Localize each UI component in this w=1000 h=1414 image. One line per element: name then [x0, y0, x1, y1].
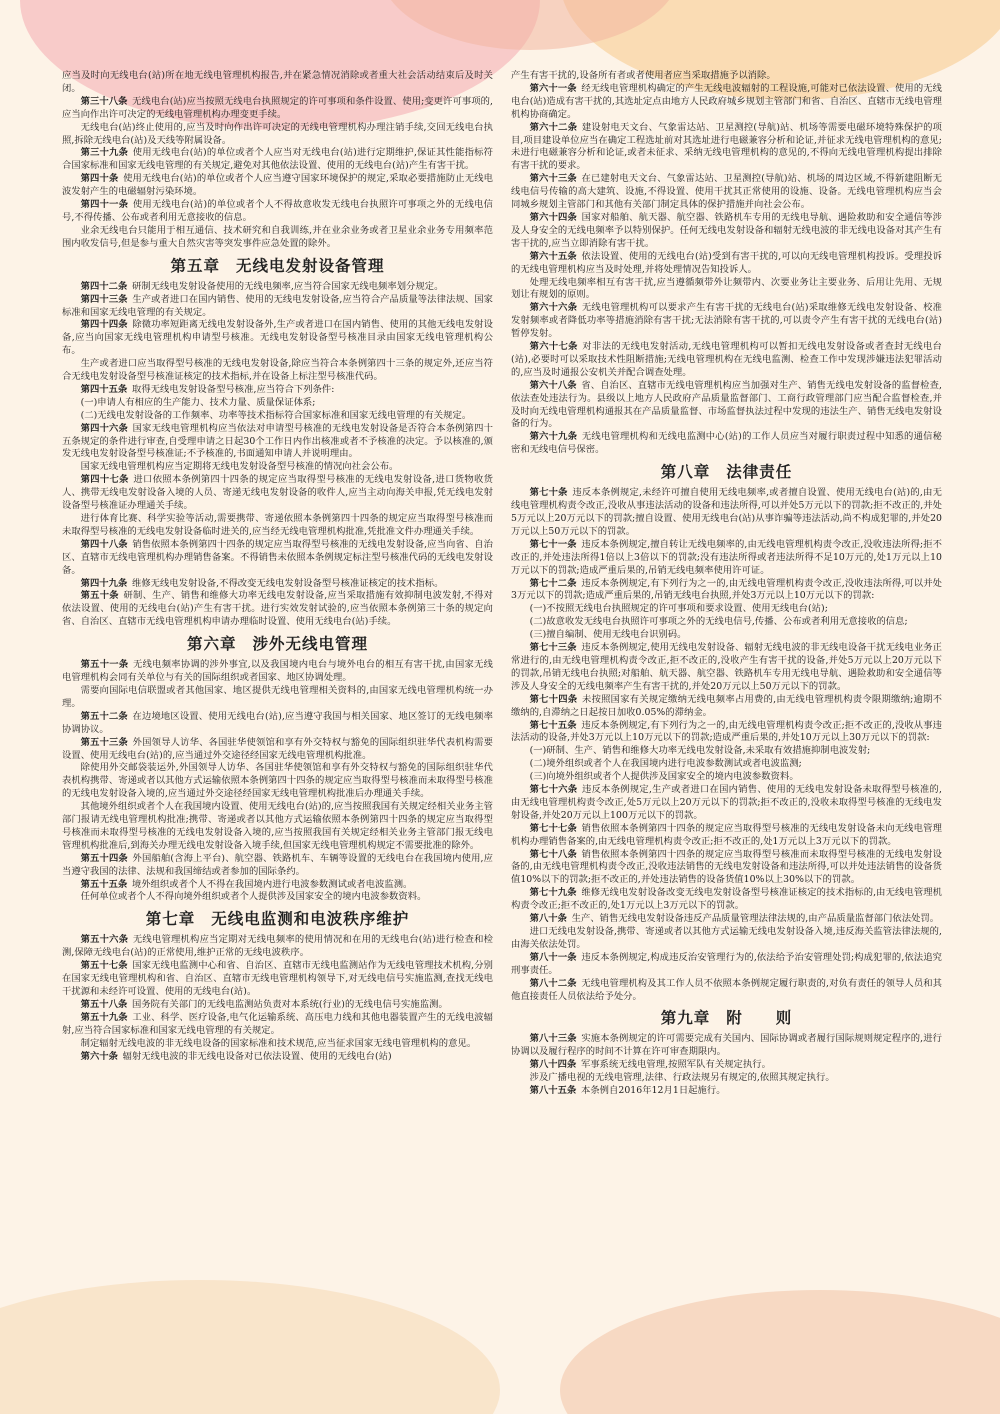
paragraph-text: 违反本条例规定,构成违反治安管理行为的,依法给予治安管理处罚;构成犯罪的,依法追究刑事责任。 — [511, 951, 942, 976]
paragraph-text: 销售依照本条例第四十四条的规定应当取得型号核准的无线电发射设备,应当向省、自治区、直辖市无线电管理机构办理销售备案。不得销售未依照本条例规定标注型号核准代码的无线电发射设备。 — [62, 538, 493, 576]
article-paragraph — [511, 694, 942, 720]
article-paragraph — [62, 474, 493, 513]
paragraph — [511, 758, 942, 771]
article-number: 第七十九条 — [529, 887, 577, 899]
article-number: 第三十九条 — [80, 147, 129, 159]
paragraph — [62, 685, 493, 711]
article-paragraph — [62, 539, 493, 578]
paragraph-text: 销售依照本条例第四十四条的规定应当取得型号核准而未取得型号核准的无线电发射设备的,由无线电管理机构责令改正,没收违法销售的无线电发射设备和违法所得,可以并处违法销售的设备货值10%以下的罚款;拒不改正的,并处违法销售的设备货值10%以上30%以下的罚款。 — [511, 848, 942, 886]
paragraph-text: 涉及广播电视的无线电管理,法律、行政法规另有规定的,依照其规定执行。 — [529, 1072, 835, 1084]
article-paragraph — [62, 294, 493, 320]
article-number: 第五十九条 — [80, 1011, 128, 1023]
article-paragraph — [62, 879, 493, 892]
article-paragraph — [511, 978, 942, 1004]
article-paragraph — [511, 720, 942, 746]
paragraph-text: 需要向国际电信联盟或者其他国家、地区提供无线电管理相关资料的,由国家无线电管理机构统一办理。 — [62, 684, 493, 709]
article-paragraph — [62, 423, 493, 462]
paragraph-text: 研制、生产、销售和维修大功率无线电发射设备,应当采取措施有效抑制电波发射,不得对依法设置、使用的无线电台(站)产生有害干扰。进行实效发射试验的,应当依照本条例第三十条的规定向省、自治区、直辖市无线电管理机构申请办理临时设置、使用无线电台(站)手续。 — [62, 590, 493, 628]
paragraph-text: 国家对船舶、航天器、航空器、铁路机车专用的无线电导航、遇险救助和安全通信等涉及人身安全的无线电频率予以特别保护。任何无线电发射设备和辐射无线电波的非无线电设备对其产生有害干扰的,应当立即消除有害干扰。 — [511, 211, 942, 249]
paragraph-text: 工业、科学、医疗设备,电气化运输系统、高压电力线和其他电器装置产生的无线电波辐射,应当符合国家标准和国家无线电管理的有关规定。 — [62, 1011, 493, 1036]
article-number: 第四十五条 — [80, 383, 128, 395]
paragraph — [62, 70, 493, 96]
paragraph — [511, 603, 942, 616]
article-paragraph — [511, 173, 942, 212]
paragraph-text: 违反本条例规定,使用无线电发射设备、辐射无线电波的非无线电设备干扰无线电业务正常进行的,由无线电管理机构责令改正,拒不改正的,没收产生有害干扰的设备,并处5万元以上20万元以下的罚款,吊销无线电台执照;对船舶、航天器、航空器、铁路机车专用无线电导航、遇险救助和安全通信等涉及人身安全的无线电频率产生有害干扰的,并处20万元以上50万元以下的罚款。 — [511, 642, 942, 692]
article-paragraph — [62, 1012, 493, 1038]
paragraph-text: 进行体育比赛、科学实验等活动,需要携带、寄递依照本条例第四十四条的规定应当取得型号核准而未取得型号核准的无线电发射设备临时进关的,应当经无线电管理机构批准,凭批准文件办理通关手续。 — [62, 513, 493, 537]
article-number: 第四十三条 — [80, 293, 128, 305]
chapter-heading — [511, 1008, 942, 1028]
article-number: 第四十六条 — [80, 422, 129, 434]
paragraph-text: 在边境地区设置、使用无线电台(站),应当遵守我国与相关国家、地区签订的无线电频率协调协议。 — [62, 710, 493, 735]
left-column — [62, 70, 493, 1360]
paragraph-text: 辐射无线电波的非无线电设备对已依法设置、使用的无线电台(站) — [122, 1050, 392, 1062]
paragraph-text: (三)向境外组织或者个人提供涉及国家安全的境内电波参数资料。 — [529, 771, 799, 783]
paragraph-text: 无线电台(站)应当按照无线电台执照规定的许可事项和条件设置、使用;变更许可事项的,应当向作出许可决定的无线电管理机构办理变更手续。 — [62, 95, 493, 120]
paragraph — [62, 513, 493, 539]
paragraph-text: 违反本条例规定,生产或者进口在国内销售、使用的无线电发射设备未取得型号核准的,由无线电管理机构责令改正,处5万元以上20万元以下的罚款;拒不改正的,没收未取得型号核准的无线电发射设备,并处20万元以上100万元以下的罚款。 — [511, 784, 942, 821]
article-number: 第六十二条 — [529, 121, 578, 133]
article-number: 第六十条 — [80, 1050, 118, 1062]
article-number: 第六十一条 — [529, 82, 577, 94]
chapter-title: 法律责任 — [726, 463, 793, 482]
article-number: 第七十四条 — [529, 693, 578, 705]
article-number: 第四十七条 — [80, 474, 129, 486]
paragraph-text: 维修无线电发射设备改变无线电发射设备型号核准证核定的技术指标的,由无线电管理机构责令改正;拒不改正的,处1万元以上3万元以下的罚款。 — [511, 887, 942, 912]
paragraph-text: 研制无线电发射设备使用的无线电频率,应当符合国家无线电频率划分规定。 — [131, 280, 444, 292]
paragraph-text: (一)申请人有相应的生产能力、技术力量、质量保证体系; — [80, 396, 316, 408]
article-number: 第五十一条 — [80, 659, 129, 671]
paragraph-text: 无线电管理机构及其工作人员不依照本条例规定履行职责的,对负有责任的领导人员和其他直接责任人员依法给予处分。 — [511, 977, 942, 1002]
paragraph-text: 除使用外交邮袋装运外,外国领导人访华、各国驻华使领馆和享有外交特权与豁免的国际组织驻华代表机构携带、寄递或者以其他方式运输依照本条例第四十四条的规定应当取得型号核准而未取得型号核准的无线电发射设备入境的,应当通过外交途径经国家无线电管理机构批准后办理通关手续。 — [62, 762, 493, 800]
document-page — [62, 70, 942, 1360]
paragraph-text: 无线电台(站)终止使用的,应当及时向作出许可决定的无线电管理机构办理注销手续,交回无线电台执照,拆除无线电台(站)及天线等附属设备。 — [62, 121, 493, 146]
paragraph — [511, 926, 942, 952]
paragraph-text: 国家无线电管理机构应当定期将无线电发射设备型号核准的情况向社会公布。 — [80, 461, 399, 473]
paragraph-text: 实施本条例规定的许可需要完成有关国内、国际协调或者履行国际规则规定程序的,进行协调以及履行程序的时间不计算在许可审查期限内。 — [511, 1033, 942, 1058]
paragraph — [62, 461, 493, 474]
article-paragraph — [511, 913, 942, 926]
article-paragraph — [511, 952, 942, 978]
article-paragraph — [511, 1059, 942, 1072]
paragraph-text: 对非法的无线电发射活动,无线电管理机构可以暂扣无线电发射设备或者查封无线电台(站),必要时可以采取技术性阻断措施;无线电管理机构在无线电监测、检查工作中发现涉嫌违法犯罪活动的,应当及时通报公安机关并配合调查处理。 — [511, 341, 942, 378]
article-paragraph — [511, 784, 942, 823]
paragraph-text: 违反本条例规定,有下列行为之一的,由无线电管理机构责令改正;拒不改正的,没收从事违法活动的设备,并处3万元以上10万元以下的罚款;造成严重后果的,并处10万元以上30万元以下的罚款: — [511, 719, 942, 744]
article-paragraph — [511, 642, 942, 694]
paragraph-text: (一)研制、生产、销售和维修大功率无线电发射设备,未采取有效措施抑制电波发射; — [529, 745, 871, 757]
chapter-heading — [62, 909, 493, 929]
article-number: 第三十八条 — [80, 95, 128, 107]
paragraph-text: 进口无线电发射设备,携带、寄递或者以其他方式运输无线电发射设备入境,违反海关监管法律法规的,由海关依法处罚。 — [511, 926, 942, 950]
chapter-title: 无线电发射设备管理 — [236, 256, 385, 275]
paragraph-text: (二)故意收发无线电台执照许可事项之外的无线电信号,传播、公布或者利用无意接收的信息; — [529, 616, 908, 628]
article-number: 第四十八条 — [80, 538, 128, 550]
paragraph — [511, 771, 942, 784]
paragraph — [62, 122, 493, 148]
article-number: 第七十一条 — [529, 538, 577, 550]
article-paragraph — [511, 849, 942, 888]
article-paragraph — [62, 319, 493, 358]
article-paragraph — [511, 83, 942, 122]
paragraph-text: 无线电管理机构应当定期对无线电频率的使用情况和在用的无线电台(站)进行检查和检测,保障无线电台(站)的正常使用,维护正常的无线电波秩序。 — [62, 934, 493, 959]
article-paragraph — [62, 590, 493, 629]
article-paragraph — [511, 122, 942, 174]
chapter-number: 第七章 — [145, 910, 196, 929]
article-number: 第六十七条 — [529, 341, 578, 353]
article-paragraph — [62, 199, 493, 225]
paragraph-text: 制定辐射无线电波的非无线电设备的国家标准和技术规范,应当征求国家无线电管理机构的意见。 — [80, 1037, 477, 1049]
paragraph — [62, 762, 493, 801]
paragraph-text: 业余无线电台只能用于相互通信、技术研究和自我训练,并在业余业务或者卫星业余业务专用频率范围内收发信号,但是参与重大自然灾害等突发事件应急处置的除外。 — [62, 224, 493, 249]
article-paragraph — [62, 853, 493, 879]
article-paragraph — [62, 737, 493, 763]
paragraph-text: 任何单位或者个人不得向境外组织或者个人提供涉及国家安全的境内电波参数资料。 — [80, 891, 427, 903]
paragraph-text: 除微功率短距离无线电发射设备外,生产或者进口在国内销售、使用的其他无线电发射设备,应当向国家无线电管理机构申请型号核准。无线电发射设备型号核准目录由国家无线电管理机构公布。 — [62, 319, 493, 357]
article-number: 第八十五条 — [529, 1085, 577, 1097]
paragraph-text: 国家无线电管理机构应当依法对申请型号核准的无线电发射设备是否符合本条例第四十五条规定的条件进行审查,自受理申请之日起30个工作日内作出核准或者不予核准的决定。予以核准的,颁发无线电发射设备型号核准证;不予核准的,书面通知申请人并说明理由。 — [62, 422, 493, 460]
article-number: 第五十三条 — [80, 736, 129, 748]
paragraph-text: 境外组织或者个人不得在我国境内进行电波参数测试或者电波监测。 — [131, 878, 413, 890]
article-paragraph — [62, 1051, 493, 1064]
article-number: 第四十条 — [80, 173, 119, 185]
article-number: 第七十三条 — [529, 642, 577, 654]
paragraph — [511, 616, 942, 629]
article-paragraph — [511, 1085, 942, 1098]
paragraph-text: 违反本条例规定,未经许可擅自使用无线电频率,或者擅自设置、使用无线电台(站)的,由无线电管理机构责令改正,没收从事违法活动的设备和违法所得,可以并处5万元以下的罚款;拒不改正的,并处5万元以上20万元以下的罚款;擅自设置、使用无线电台(站)从事诈骗等违法活动,尚不构成犯罪的,并处20万元以上50万元以下的罚款。 — [511, 487, 942, 537]
article-paragraph — [511, 1033, 942, 1059]
paragraph-text: 建设射电天文台、气象雷达站、卫星测控(导航)站、机场等需要电磁环境特殊保护的项目,项目建设单位应当在确定工程选址前对其选址进行电磁兼容分析和论证,并征求无线电管理机构的意见;未进行电磁兼容分析和论证,或者未征求、采纳无线电管理机构的意见的,不得向无线电管理机构提出排除有害干扰的要求。 — [511, 121, 942, 172]
paragraph-text: 在已建射电天文台、气象雷达站、卫星测控(导航)站、机场的周边区域,不得新建阻断无线电信号传输的高大建筑、设施,不得设置、使用干扰其正常使用的设施、设备。无线电管理机构应当会同城乡规划主管部门和其他有关部门制定具体的保护措施并向社会公布。 — [511, 173, 942, 211]
paragraph-text: 经无线电管理机构确定的产生无线电波辐射的工程设施,可能对已依法设置、使用的无线电台(站)造成有害干扰的,其选址定点由地方人民政府城乡规划主管部门和省、自治区、直辖市无线电管理机构协商确定。 — [511, 82, 942, 120]
paragraph-text: 使用无线电台(站)的单位或者个人不得故意收发无线电台执照许可事项之外的无线电信号,不得传播、公布或者利用无意接收的信息。 — [62, 199, 493, 223]
paragraph-text: 其他境外组织或者个人在我国境内设置、使用无线电台(站)的,应当按照我国有关规定经相关业务主管部门报请无线电管理机构批准;携带、寄递或者以其他方式运输依照本条例第四十四条的规定应当取得型号核准而未取得型号核准的无线电发射设备入境的,应当按照我国有关规定经相关业务主管部门报无线电管理机构批准后,到海关办理无线电发射设备入境手续,但国家无线电管理机构规定不需要批准的除外。 — [62, 801, 493, 851]
article-number: 第四十四条 — [80, 319, 128, 331]
paragraph-text: 使用无线电台(站)的单位或者个人应当遵守国家环境保护的规定,采取必要措施防止无线电波发射产生的电磁辐射污染环境。 — [62, 173, 493, 198]
article-paragraph — [511, 431, 942, 457]
chapter-number: 第五章 — [170, 256, 220, 275]
article-number: 第七十二条 — [529, 577, 577, 589]
article-paragraph — [511, 302, 942, 341]
article-paragraph — [511, 380, 942, 432]
article-paragraph — [62, 960, 493, 999]
paragraph-text: 无线电管理机构和无线电监测中心(站)的工作人员应当对履行职责过程中知悉的通信秘密和无线电信号保密。 — [511, 431, 942, 456]
paragraph-text: (三)擅自编制、使用无线电台识别码。 — [529, 629, 687, 641]
paragraph — [62, 891, 493, 904]
paragraph — [62, 801, 493, 853]
article-number: 第五十七条 — [80, 960, 128, 972]
paragraph — [62, 397, 493, 410]
paragraph — [511, 70, 942, 83]
paragraph-text: 无线电频率协调的涉外事宜,以及我国境内电台与境外电台的相互有害干扰,由国家无线电管理机构会同有关单位与有关的国际组织或者国家、地区协调处理。 — [62, 659, 493, 684]
article-paragraph — [511, 823, 942, 849]
paragraph-text: 军事系统无线电管理,按照军队有关规定执行。 — [580, 1059, 771, 1071]
paragraph-text: 无线电管理机构可以要求产生有害干扰的无线电台(站)采取维修无线电发射设备、校准发射频率或者降低功率等措施消除有害干扰;无法消除有害干扰的,可以责令产生有害干扰的无线电台(站)暂停发射。 — [511, 302, 942, 340]
paragraph-text: 产生有害干扰的,设备所有者或者使用者应当采取措施予以消除。 — [511, 70, 776, 81]
paragraph-text: 依法设置、使用的无线电台(站)受到有害干扰的,可以向无线电管理机构投诉。受理投诉的无线电管理机构应当及时处理,并将处理情况告知投诉人。 — [511, 250, 942, 275]
article-number: 第八十二条 — [529, 977, 577, 989]
article-paragraph — [62, 659, 493, 685]
article-number: 第六十九条 — [529, 431, 578, 443]
paragraph — [62, 410, 493, 423]
article-number: 第六十三条 — [529, 173, 577, 185]
article-paragraph — [62, 96, 493, 122]
paragraph-text: 应当及时向无线电台(站)所在地无线电管理机构报告,并在紧急情况消除或者重大社会活动结束后及时关闭。 — [62, 70, 493, 94]
paragraph — [62, 358, 493, 384]
paragraph-text: 国家无线电监测中心和省、自治区、直辖市无线电监测站作为无线电管理技术机构,分别在国家无线电管理机构和省、自治区、直辖市无线电管理机构领导下,对无线电信号实施监测,查找无线电干扰源和未经许可设置、使用的无线电台(站)。 — [62, 960, 493, 997]
paragraph — [511, 1072, 942, 1085]
article-number: 第八十条 — [529, 913, 567, 925]
article-paragraph — [511, 887, 942, 913]
paragraph — [62, 1038, 493, 1051]
article-paragraph — [511, 212, 942, 251]
paragraph-text: 销售依照本条例第四十四条的规定应当取得型号核准的无线电发射设备未向无线电管理机构办理销售备案的,由无线电管理机构责令改正;拒不改正的,处1万元以上3万元以下的罚款。 — [511, 822, 942, 847]
article-paragraph — [511, 578, 942, 604]
article-number: 第八十四条 — [529, 1059, 577, 1071]
paragraph-text: 违反本条例规定,擅自转让无线电频率的,由无线电管理机构责令改正,没收违法所得;拒不改正的,并处违法所得1倍以上3倍以下的罚款;没有违法所得或者违法所得不足10万元的,处1万元以上10万元以下的罚款;造成严重后果的,吊销无线电频率使用许可证。 — [511, 538, 942, 576]
article-paragraph — [62, 999, 493, 1012]
article-number: 第四十九条 — [80, 577, 128, 589]
paragraph-text: 外国船舶(含海上平台)、航空器、铁路机车、车辆等设置的无线电台在我国境内使用,应当遵守我国的法律、法规和我国缔结或者参加的国际条约。 — [62, 852, 493, 877]
paragraph-text: 生产或者进口应当取得型号核准的无线电发射设备,除应当符合本条例第四十三条的规定外,还应当符合无线电发射设备型号核准证核定的技术指标,并在设备上标注型号核准代码。 — [62, 358, 493, 383]
paragraph-text: 未按照国家有关规定缴纳无线电频率占用费的,由无线电管理机构责令限期缴纳;逾期不缴纳的,自滞纳之日起按日加收0.05%的滞纳金。 — [511, 693, 942, 718]
article-paragraph — [62, 147, 493, 173]
article-number: 第八十三条 — [529, 1033, 577, 1045]
chapter-heading — [62, 256, 493, 276]
chapter-heading — [511, 462, 942, 482]
chapter-number: 第六章 — [186, 635, 237, 654]
paragraph-text: 使用无线电台(站)的单位或者个人应当对无线电台(站)进行定期维护,保证其性能指标符合国家标准和国家无线电管理的有关规定,避免对其他依法设置、使用的无线电台(站)产生有害干扰。 — [62, 147, 493, 172]
article-number: 第六十八条 — [529, 379, 577, 391]
article-paragraph — [62, 711, 493, 737]
article-paragraph — [62, 281, 493, 294]
paragraph — [511, 277, 942, 303]
article-number: 第六十四条 — [529, 211, 578, 223]
article-paragraph — [62, 384, 493, 397]
article-paragraph — [511, 487, 942, 539]
article-paragraph — [62, 578, 493, 591]
article-number: 第四十二条 — [80, 280, 128, 292]
paragraph — [511, 745, 942, 758]
article-number: 第六十五条 — [529, 250, 577, 262]
paragraph-text: 进口依照本条例第四十四条的规定应当取得型号核准的无线电发射设备,进口货物收货人、携带无线电发射设备入境的人员、寄递无线电发射设备的收件人,应当主动向海关申报,凭无线电发射设备型号核准证办理通关手续。 — [62, 474, 493, 512]
paragraph-text: 违反本条例规定,有下列行为之一的,由无线电管理机构责令改正,没收违法所得,可以并处3万元以下的罚款;造成严重后果的,吊销无线电台执照,并处3万元以上10万元以下的罚款: — [511, 577, 942, 602]
article-paragraph — [62, 173, 493, 199]
article-number: 第七十八条 — [529, 848, 578, 860]
article-number: 第五十八条 — [80, 998, 128, 1010]
article-number: 第七十七条 — [529, 822, 578, 834]
paragraph-text: 本条例自2016年12月1日起施行。 — [580, 1085, 726, 1097]
article-number: 第五十条 — [80, 590, 119, 602]
right-column — [511, 70, 942, 1360]
paragraph-text: (二)无线电发射设备的工作频率、功率等技术指标符合国家标准和国家无线电管理的有关规定。 — [80, 409, 472, 421]
chapter-heading — [62, 634, 493, 654]
paragraph-text: 处理无线电频率相互有害干扰,应当遵循频带外让频带内、次要业务让主要业务、后用让先用、无规划让有规划的原则。 — [511, 276, 942, 301]
chapter-number: 第八章 — [660, 463, 711, 482]
article-number: 第五十二条 — [80, 710, 128, 722]
paragraph-text: 维修无线电发射设备,不得改变无线电发射设备型号核准证核定的技术指标。 — [131, 577, 444, 589]
paragraph-text: 取得无线电发射设备型号核准,应当符合下列条件: — [131, 383, 335, 395]
article-number: 第四十一条 — [80, 199, 129, 211]
chapter-title: 无线电监测和电波秩序维护 — [211, 910, 410, 929]
paragraph-text: 生产或者进口在国内销售、使用的无线电发射设备,应当符合产品质量等法律法规、国家标准和国家无线电管理的有关规定。 — [62, 293, 493, 318]
chapter-title: 附 则 — [726, 1009, 793, 1028]
paragraph-text: (一)不按照无线电台执照规定的许可事项和要求设置、使用无线电台(站); — [529, 603, 828, 615]
paragraph — [511, 629, 942, 642]
article-number: 第五十四条 — [80, 852, 128, 864]
article-number: 第七十六条 — [529, 784, 578, 796]
article-paragraph — [62, 934, 493, 960]
paragraph-text: 国务院有关部门的无线电监测站负责对本系统(行业)的无线电信号实施监测。 — [131, 998, 448, 1010]
article-number: 第六十六条 — [529, 302, 578, 314]
article-number: 第八十一条 — [529, 951, 577, 963]
article-paragraph — [511, 251, 942, 277]
article-number: 第五十五条 — [80, 878, 128, 890]
article-paragraph — [511, 539, 942, 578]
paragraph-text: 省、自治区、直辖市无线电管理机构应当加强对生产、销售无线电发射设备的监督检查,依法查处违法行为。县级以上地方人民政府产品质量监督部门、工商行政管理部门应当配合监督检查,并及时向无线电管理机构通报其在产品质量监督、市场监督执法过程中发现的违法生产、销售无线电发射设备的行为。 — [511, 379, 942, 430]
chapter-number: 第九章 — [660, 1009, 711, 1028]
paragraph — [62, 225, 493, 251]
paragraph-text: 生产、销售无线电发射设备违反产品质量管理法律法规的,由产品质量监督部门依法处罚。 — [571, 913, 940, 925]
article-number: 第七十五条 — [529, 719, 577, 731]
article-number: 第五十六条 — [80, 934, 129, 946]
paragraph-text: (二)境外组织或者个人在我国境内进行电波参数测试或者电波监测; — [529, 758, 802, 770]
chapter-title: 涉外无线电管理 — [252, 635, 369, 654]
article-number: 第七十条 — [529, 487, 568, 499]
paragraph-text: 外国领导人访华、各国驻华使领馆和享有外交特权与豁免的国际组织驻华代表机构需要设置、使用无线电台(站)的,应当通过外交途径经国家无线电管理机构批准。 — [62, 736, 493, 761]
article-paragraph — [511, 341, 942, 380]
